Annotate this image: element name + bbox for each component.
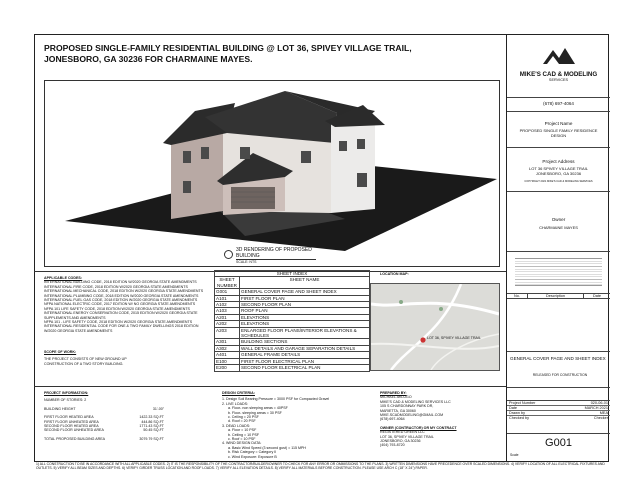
sheet-name: ROOF PLAN — [240, 308, 370, 314]
project-title — [44, 43, 499, 65]
prepared-line: MIKE'S CAD & MODELING SERVICES LLC — [380, 399, 451, 404]
prepared-line: (678) 697-4064 — [380, 417, 405, 422]
sheet-name: ENLARGED FLOOR PLANS/INTERIOR ELEVATIONS & SCHEDULES — [240, 327, 370, 339]
map-graphic — [371, 284, 499, 370]
criteria-line: 2. LIVE LOADS: — [222, 401, 248, 406]
sheet-number: A401 — [215, 352, 240, 358]
rendering-frame — [44, 80, 500, 267]
sheet-number: G001 — [545, 437, 572, 449]
legal-notice-text — [515, 258, 602, 286]
meta-label: Project Number — [509, 401, 536, 405]
revision-col-date: Date — [592, 294, 602, 298]
project-info-value: 50.45 SQ.FT — [143, 428, 164, 433]
project-info-label: SECOND FLOOR HEATED AREA — [44, 424, 99, 429]
code-line: INTERNATIONAL ENERGY CONSERVATION CODE, 2015 EDITION W/2020 GEORGIA STATE SUPPLEMENTS AND AMENDMENTS — [44, 311, 198, 320]
location-map-heading: LOCATION MAP: — [380, 272, 409, 276]
map-pin-label: LOT 36, SPIVEY VILLAGE TRAIL — [427, 336, 481, 340]
project-info-label: TOTAL PROPOSED BUILDING AREA — [44, 436, 106, 441]
sheet-number: G001 — [215, 289, 240, 295]
scope-text: THE PROJECT CONSISTS OF NEW GROUND UP CONSTRUCTION OF A TWO STORY BUILDING. — [44, 357, 127, 366]
code-line: NFPA NATIONAL ELECTRIC CODE, 2017 EDITION W/ NO GEORGIA STATE AMENDMENTS — [44, 302, 196, 307]
code-line: NFPA 101 LIFE SAFETY CODE, 2018 EDITION W/2020 GEORGIA STATE AMENDMENTS — [44, 306, 190, 311]
scale-label: Scale — [510, 453, 519, 457]
criteria-line: a. Floor = 10 PSF — [228, 428, 257, 433]
code-line: INTERNATIONAL FUEL GAS CODE, 2018 EDITION W/2020 GEORGIA STATE AMENDMENTS — [44, 298, 198, 303]
sheet-name: FIRST FLOOR PLAN — [240, 295, 370, 301]
owner-contractor-heading: OWNER (CONTRACTOR) OR MY CONTRACT — [380, 425, 457, 430]
sheet-number: E100 — [215, 358, 240, 364]
project-address-block — [507, 148, 610, 192]
sheet-title-block — [507, 352, 610, 388]
meta-value: MARCH 2021 — [584, 406, 608, 410]
scope-heading: SCOPE OF WORK: — [44, 350, 77, 354]
sheet-index-col-name: SHEET NAME — [240, 277, 370, 289]
criteria-line: 4. WIND DESIGN DATA: — [222, 441, 262, 446]
prepared-by — [380, 391, 500, 448]
revision-col-description: Description — [528, 294, 584, 298]
sheet-name: SECOND FLOOR PLAN — [240, 302, 370, 308]
sheet-name: GENERAL COVER PAGE AND SHEET INDEX — [240, 289, 370, 295]
criteria-line: b. Risk Category = Category II — [228, 450, 277, 455]
released-for: RELEASED FOR CONSTRUCTION — [532, 373, 588, 378]
project-info-value: 3079.79 SQ.FT — [139, 436, 164, 441]
company-name: MIKE'S CAD & MODELING — [519, 71, 598, 78]
owner-line: (404) 793-8720 — [380, 443, 405, 448]
project-name-value: PROPOSED SINGLE FAMILY RESIDENCE DESIGN — [519, 127, 598, 138]
meta-value: Checker — [593, 416, 608, 420]
code-line: INTERNATIONAL RESIDENTIAL CODE FOR ONE & TWO FAMILY DWELLINGS 2018 EDITION W/2020 GEORGIA STATE AMENDMENTS — [44, 324, 199, 333]
table-row — [215, 327, 370, 339]
sheet-number: A103 — [215, 308, 240, 314]
sheet-name: ELEVATIONS — [240, 314, 370, 320]
criteria-line: a. Basic Wind Speed (3 second gust) = 115 MPH — [228, 445, 306, 450]
sheet-number: E200 — [215, 365, 240, 371]
rendering-caption-line2: BUILDING — [236, 254, 316, 261]
footer-notes: 1) ALL CONSTRUCTION TO BE IN ACCORDANCE WITH ALL APPLICABLE CODES. 2) IT IS THE RESPONSIBILITY OF THE CONTRACTOR/BUILDER/OWNER TO CHECK FOR ANY ERROR OR OMMISSIONS TO THE PLANS. 3) WRITTEN DIMENSIONS HAVE PRECEDENCE OVER SCALED DIMENSIONS. 4) VERIFY LOCATION OF ALL ELECTRICAL FIXTURES AND OUTLETS. 5) VERIFY ALL BEAM SIZES AND DEPTHS. 6) VERIFY GIRDER TRUSS LOCATION AND ROOF LOADS. 7) VERIFY ALL ELEVATION DETAILS. 8) VERIFY ALL MATERIALS BEFORE CONSTRUCTION. PLEASE USE ARCH C (18" X 24") PAPER. — [36, 462, 605, 471]
prepared-line: MARIETTA, GA 30060 — [380, 408, 416, 413]
criteria-line: b. Ceiling = 10 PSF — [228, 432, 260, 437]
rendering-caption-line1: 3D RENDERING OF PROPOSED — [236, 247, 312, 253]
project-info-label: NUMBER OF STORIES: 2 — [44, 398, 87, 403]
criteria-line: a. Floor- non sleeping areas = 40PSF — [228, 406, 288, 411]
project-info-label: FIRST FLOOR HEATED AREA — [44, 415, 94, 420]
sheet-number: A102 — [215, 302, 240, 308]
owner-line: JONESBORO, GA 30236 — [380, 439, 421, 444]
prepared-line: MICHAEL AKLUGO — [380, 395, 412, 400]
criteria-line: 3. DEAD LOADS: — [222, 423, 251, 428]
owner-line: LOT 36, SPIVEY VILLAGE TRAIL — [380, 434, 434, 439]
criteria-line: 1. Design Soil Bearing Pressure = 3000 PSF for Compacted Gravel — [222, 397, 330, 402]
callout-circle — [224, 250, 233, 259]
code-line: INTERNATIONAL MECHANICAL CODE, 2018 EDITION W/2020 GEORGIA STATE AMENDMENTS — [44, 289, 204, 294]
criteria-line: b. Floor- sleeping areas = 30 PSF — [228, 410, 282, 415]
criteria-line: c. Wind Exposure: Exposure B — [228, 454, 277, 459]
sheet-name: FIRST FLOOR ELECTRICAL PLAN — [240, 358, 370, 364]
scope-of-work — [44, 350, 209, 366]
sheet-number: A301 — [215, 339, 240, 345]
design-criteria-heading: DESIGN CRITERIA: — [222, 391, 255, 395]
sheet-number: A302 — [215, 345, 240, 351]
criteria-line: c. Roof = 10 PSF — [228, 437, 256, 442]
revision-table — [507, 294, 610, 352]
meta-label: Checked by — [509, 416, 530, 420]
owner-label: Owner — [551, 217, 566, 222]
owner-block — [507, 192, 610, 252]
project-title-line2: JONESBORO, GA 30236 FOR CHARMAINE MAYES. — [44, 54, 253, 64]
sheet-name: SECOND FLOOR ELECTRICAL PLAN — [240, 365, 370, 371]
table-row — [215, 365, 370, 371]
section-divider — [34, 386, 506, 387]
owner-line: REGISTERED GREEN LLC — [380, 430, 425, 435]
rendering-scale: SCALE: NTS — [236, 260, 257, 265]
project-address-label: Project Address — [542, 159, 575, 164]
company-subtitle: SERVICES — [548, 78, 569, 82]
sheet-number: A201 — [215, 314, 240, 320]
location-map-image — [370, 283, 500, 371]
project-name-block — [507, 112, 610, 148]
code-line: INTERNATIONAL FIRE CODE, 2018 EDITION W/2020 GEORGIA STATE AMENDMENTS — [44, 284, 188, 289]
sheet-name: GENERAL FRAME DETAILS — [240, 352, 370, 358]
project-address-line2: JONESBORO, GA 30236 — [535, 170, 582, 176]
title-block — [506, 34, 609, 462]
prepared-by-heading: PREPARED BY: — [380, 391, 407, 395]
house-rendering-image — [45, 81, 499, 266]
revision-col-no: No. — [507, 294, 528, 298]
sheet-index-col-number: SHEET NUMBER — [215, 277, 240, 289]
legal-notice — [507, 252, 610, 294]
project-name-label: Project Name — [544, 121, 573, 126]
applicable-codes-heading: APPLICABLE CODES: — [44, 276, 82, 280]
project-info-value: 444.86 SQ.FT — [141, 419, 164, 424]
criteria-line: c. Ceiling = 20 PSF — [228, 415, 259, 420]
applicable-codes — [44, 276, 209, 333]
project-info-row — [44, 437, 164, 441]
project-title-line1: PROPOSED SINGLE-FAMILY RESIDENTIAL BUILDING @ LOT 36, SPIVEY VILLAGE TRAIL, — [44, 43, 412, 53]
code-line: INTERNATIONAL BUILDING CODE, 2018 EDITION W/2020 GEORGIA STATE AMENDMENTS — [44, 280, 197, 285]
project-info-label: SECOND FLOOR UNHEATED AREA — [44, 428, 104, 433]
sheet-index-heading: SHEET INDEX — [215, 271, 370, 277]
copyright-note: COPYRIGHT 2021 MIKE'S CAD & MODELING SERVICES — [524, 179, 593, 183]
project-information — [44, 391, 194, 441]
sheet-name: ELEVATIONS — [240, 321, 370, 327]
code-line: INTERNATIONAL PLUMBING CODE, 2018 EDITION W/2020 GEORGIA STATE AMENDMENTS — [44, 293, 199, 298]
meta-block — [507, 400, 610, 434]
owner-value: CHARMAINE MAYES — [539, 224, 578, 230]
sheet-number: A202 — [215, 321, 240, 327]
company-logo-icon — [539, 44, 579, 66]
sheet-number: A203 — [215, 327, 240, 339]
meta-label: Drawn by — [509, 411, 526, 415]
sheet-name: BUILDING SECTIONS — [240, 339, 370, 345]
project-info-label: BUILDING HEIGHT — [44, 406, 76, 411]
project-info-value: 1771.43 SQ.FT — [139, 424, 164, 429]
project-info-value: 1422.33 SQ.FT — [139, 415, 164, 420]
project-info-label: FIRST FLOOR UNHEATED AREA — [44, 419, 99, 424]
criteria-line: d. Roof = 20 PSF — [228, 419, 256, 424]
prepared-line: 105 S CHARDONNAY PARK DR, — [380, 404, 434, 409]
meta-value: 020-06-01 — [590, 401, 608, 405]
design-criteria — [222, 391, 362, 459]
meta-label: Date — [509, 406, 518, 410]
company-logo-block — [507, 34, 610, 98]
sheet-index — [214, 270, 370, 372]
rendering-caption — [236, 248, 316, 266]
project-info-value: 31'-00" — [152, 406, 164, 411]
sheet-title: GENERAL COVER PAGE AND SHEET INDEX — [510, 356, 606, 361]
company-phone: (678) 697-4064 — [507, 98, 610, 112]
meta-row — [507, 416, 610, 420]
sheet-number-block — [507, 434, 610, 456]
meta-value: MEA — [599, 411, 608, 415]
project-address-line1: LOT 36 SPIVEY VILLAGE TRAIL — [529, 165, 588, 171]
sheet-index-table — [214, 270, 370, 372]
sheet-name: WALL DETAILS AND GARAGE SEPARATION DETAILS — [240, 345, 370, 351]
code-line: NFPA 101 - LIFE SAFETY CODE, 2018 EDITION W/2020 GEORGIA STATE AMENDMENTS — [44, 320, 193, 325]
prepared-line: MIKE.SCADMODELING@GMAIL.COM — [380, 413, 444, 418]
project-info-heading: PROJECT INFORMATION: — [44, 391, 89, 395]
sheet-number: A101 — [215, 295, 240, 301]
